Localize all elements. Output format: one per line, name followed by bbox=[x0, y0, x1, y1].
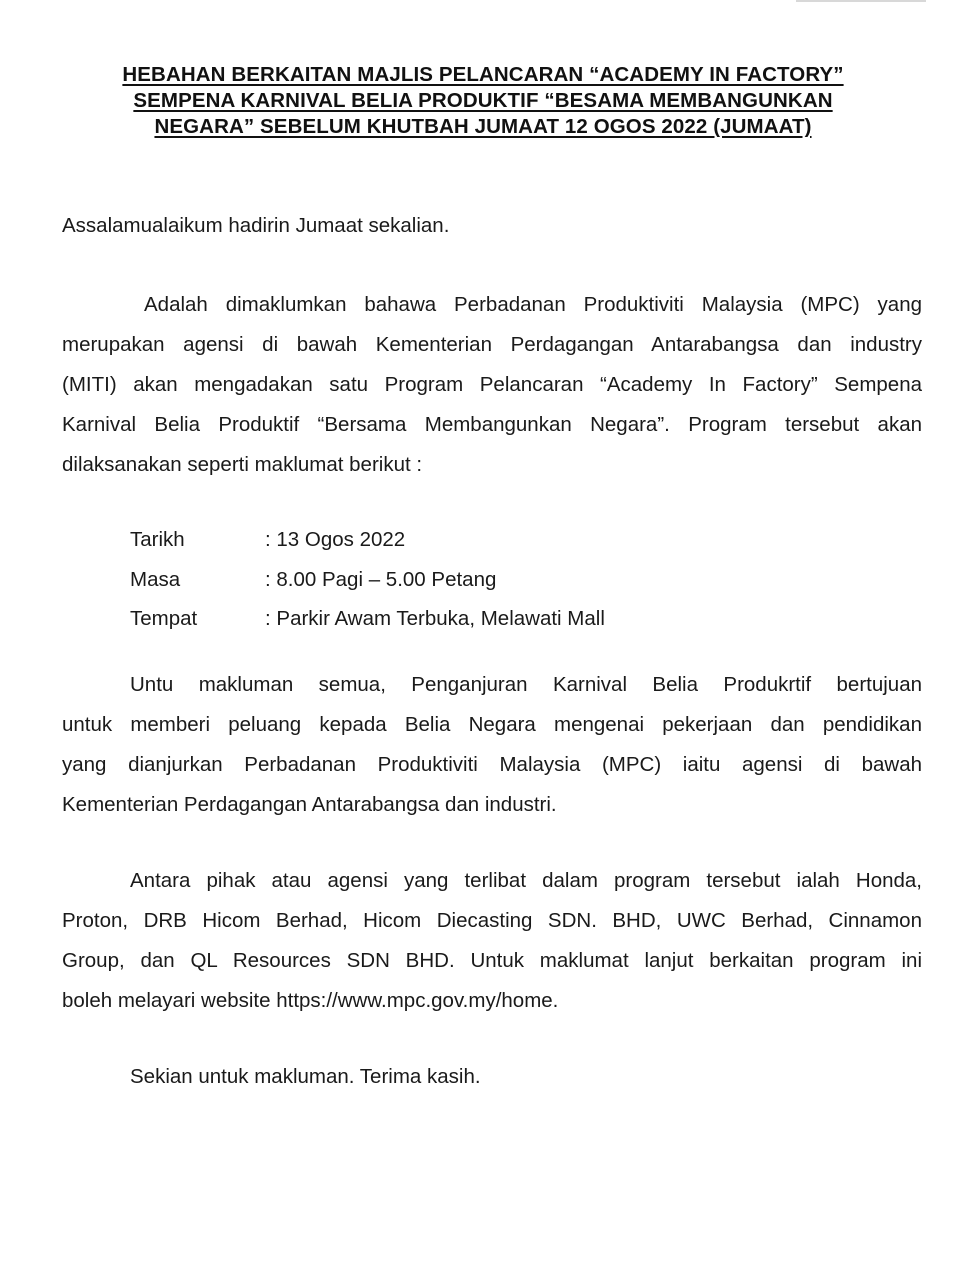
title-line-3: NEGARA” SEBELUM KHUTBAH JUMAAT 12 OGOS 2022 (JUMAAT) bbox=[154, 115, 812, 138]
detail-row-venue bbox=[130, 599, 605, 639]
greeting: Assalamualaikum hadirin Jumaat sekalian. bbox=[62, 214, 450, 237]
paragraph-line: untuk memberi peluang kepada Belia Negara mengenai pekerjaan dan pendidikan bbox=[62, 713, 922, 736]
detail-label: Masa bbox=[130, 567, 181, 591]
event-details bbox=[130, 520, 605, 639]
title-line-1: HEBAHAN BERKAITAN MAJLIS PELANCARAN “ACADEMY IN FACTORY” bbox=[122, 63, 844, 86]
paragraph-line: dilaksanakan seperti maklumat berikut : bbox=[62, 453, 423, 476]
detail-label: Tarikh bbox=[130, 528, 185, 551]
detail-value: : 13 Ogos 2022 bbox=[265, 528, 406, 551]
paragraph-line: Kementerian Perdagangan Antarabangsa dan industri. bbox=[62, 793, 557, 816]
paragraph-line: Untu makluman semua, Penganjuran Karnival Belia Produkrtif bertujuan bbox=[130, 673, 922, 696]
paragraph-line: Proton, DRB Hicom Berhad, Hicom Diecasting SDN. BHD, UWC Berhad, Cinnamon bbox=[62, 909, 922, 932]
paragraph-purpose bbox=[62, 665, 922, 825]
paragraph-line: Antara pihak atau agensi yang terlibat dalam program tersebut ialah Honda, bbox=[130, 869, 922, 892]
detail-row-date bbox=[130, 520, 605, 560]
detail-row-time bbox=[130, 560, 605, 600]
closing-line bbox=[62, 1057, 922, 1097]
paragraph-line: (MITI) akan mengadakan satu Program Pelancaran “Academy In Factory” Sempena bbox=[62, 373, 922, 396]
paragraph-announcement bbox=[62, 285, 922, 485]
title-line-2: SEMPENA KARNIVAL BELIA PRODUKTIF “BESAMA MEMBANGUNKAN bbox=[133, 89, 833, 112]
detail-value: : Parkir Awam Terbuka, Melawati Mall bbox=[265, 607, 605, 630]
paragraph-line: Karnival Belia Produktif “Bersama Membangunkan Negara”. Program tersebut akan bbox=[62, 413, 922, 436]
scan-edge-mark bbox=[796, 0, 926, 2]
document-title bbox=[40, 62, 926, 140]
closing-text: Sekian untuk makluman. Terima kasih. bbox=[130, 1065, 481, 1088]
detail-value: : 8.00 Pagi – 5.00 Petang bbox=[265, 567, 497, 591]
paragraph-participants bbox=[62, 861, 922, 1021]
detail-label: Tempat bbox=[130, 607, 198, 630]
paragraph-line: Adalah dimaklumkan bahawa Perbadanan Produktiviti Malaysia (MPC) yang bbox=[144, 293, 922, 316]
paragraph-line: Group, dan QL Resources SDN BHD. Untuk maklumat lanjut berkaitan program ini bbox=[62, 949, 922, 972]
paragraph-line: boleh melayari website https://www.mpc.gov.my/home. bbox=[62, 989, 559, 1012]
paragraph-line: merupakan agensi di bawah Kementerian Perdagangan Antarabangsa dan industry bbox=[62, 333, 922, 356]
paragraph-line: yang dianjurkan Perbadanan Produktiviti Malaysia (MPC) iaitu agensi di bawah bbox=[62, 753, 922, 776]
